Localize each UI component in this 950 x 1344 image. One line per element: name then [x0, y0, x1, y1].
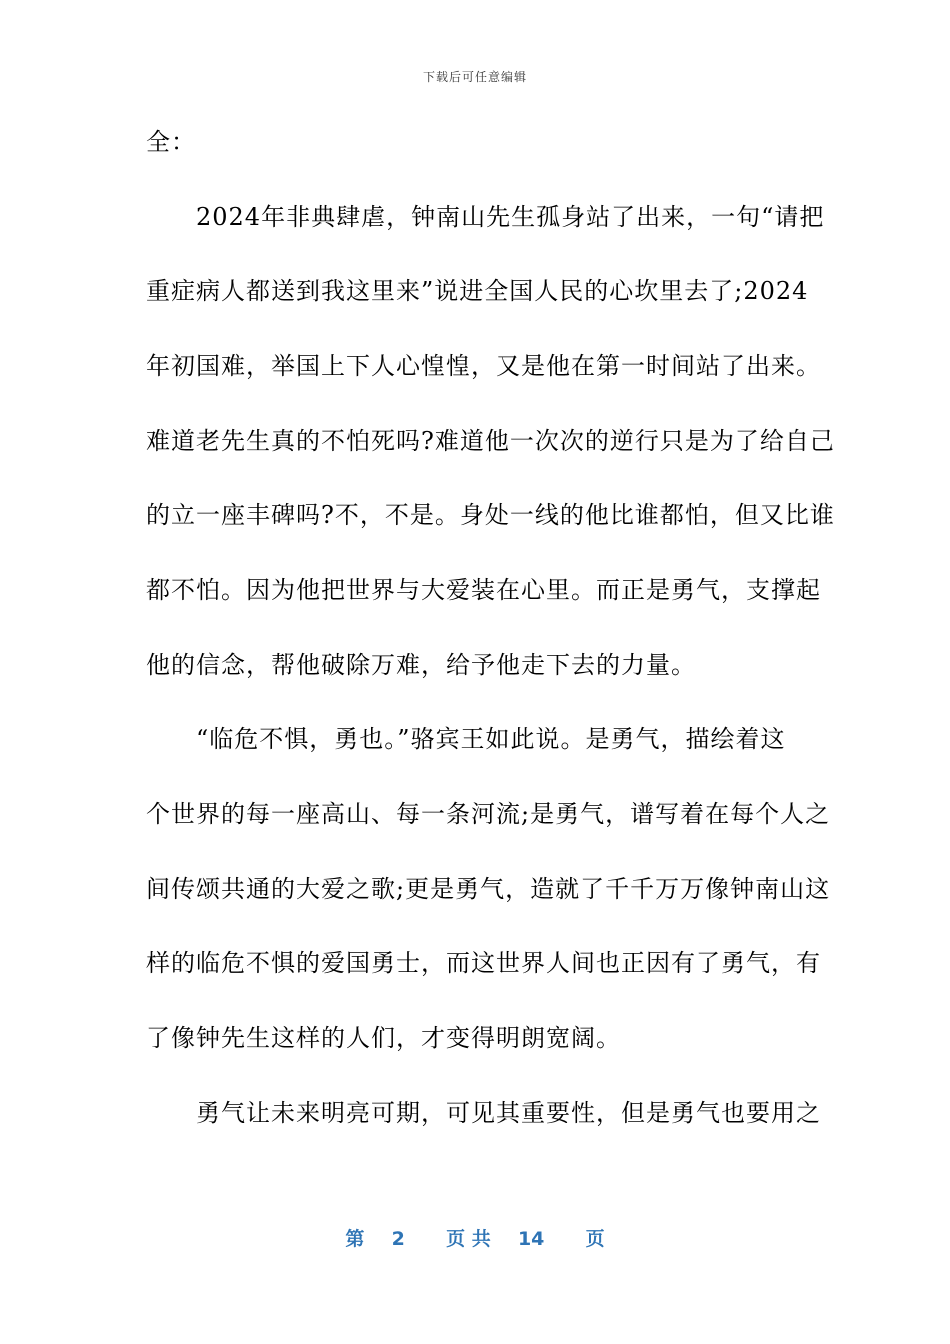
body-line: 都不怕。因为他把世界与大爱装在心里。而正是勇气，支撑起 [146, 576, 821, 604]
body-line: 全： [146, 128, 196, 156]
header-note: 下载后可任意编辑 [422, 70, 527, 84]
body-line: 间传颂共通的大爱之歌;更是勇气，造就了千千万万像钟南山这 [146, 875, 831, 903]
body-line: 样的临危不惧的爱国勇士，而这世界人间也正因有了勇气，有 [146, 949, 821, 977]
body-line: 了像钟先生这样的人们，才变得明朗宽阔。 [146, 1024, 621, 1052]
page-label-prefix: 第 [345, 1228, 365, 1250]
body-line: 勇气让未来明亮可期，可见其重要性，但是勇气也要用之 [146, 1099, 821, 1127]
page-label-suffix: 页 [585, 1228, 605, 1250]
body-line: 难道老先生真的不怕死吗?难道他一次次的逆行只是为了给自己 [146, 427, 835, 455]
body-line: 重症病人都送到我这里来”说进全国人民的心坎里去了;2024 [146, 277, 809, 305]
total-pages-number: 14 [517, 1228, 545, 1250]
body-line: 的立一座丰碑吗?不，不是。身处一线的他比谁都怕，但又比谁 [146, 501, 835, 529]
body-line: 2024年非典肆虐，钟南山先生孤身站了出来，一句“请把 [146, 203, 825, 231]
body-line: 年初国难，举国上下人心惶惶，又是他在第一时间站了出来。 [146, 352, 821, 380]
body-line: 个世界的每一座高山、每一条河流;是勇气，谱写着在每个人之 [146, 800, 831, 828]
page-footer [0, 1224, 950, 1251]
page-label-mid: 页 共 [446, 1228, 491, 1250]
body-line: “临危不惧，勇也。”骆宾王如此说。是勇气，描绘着这 [146, 725, 786, 753]
body-line: 他的信念，帮他破除万难，给予他走下去的力量。 [146, 651, 696, 679]
current-page-number: 2 [391, 1228, 405, 1250]
